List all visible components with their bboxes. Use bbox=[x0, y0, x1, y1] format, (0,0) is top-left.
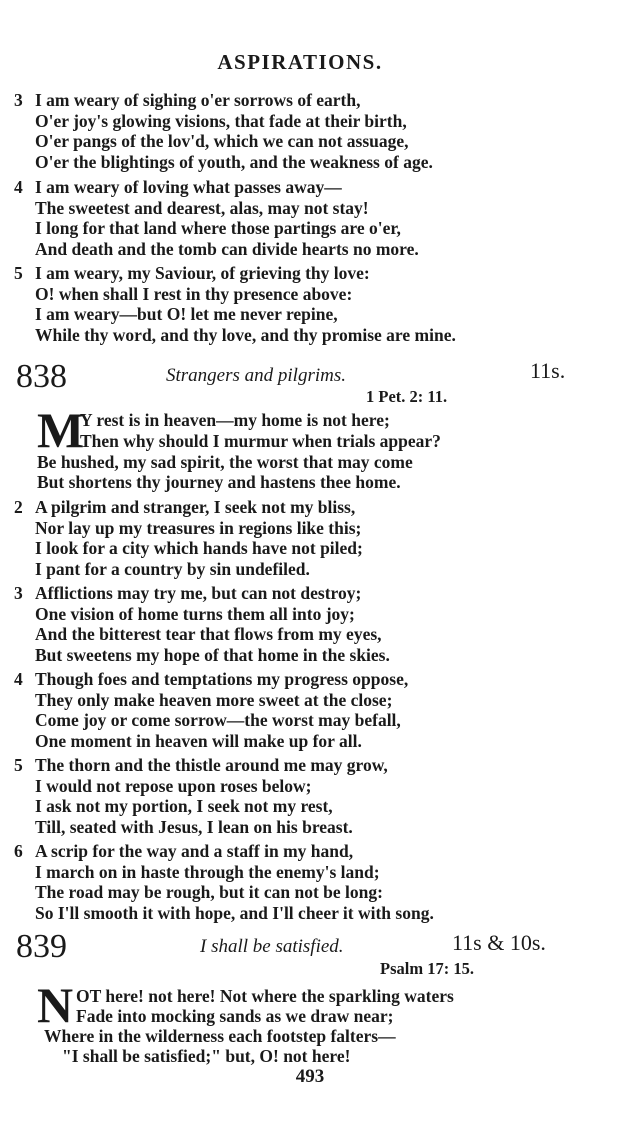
stanza-number: 3 bbox=[14, 583, 23, 603]
stanza-3 bbox=[14, 583, 594, 665]
stanza-2 bbox=[14, 497, 594, 579]
stanza-number: 4 bbox=[14, 669, 23, 689]
stanza-line: They only make heaven more sweet at the close; bbox=[35, 689, 393, 710]
stanza-line: I look for a city which hands have not piled; bbox=[35, 538, 363, 558]
stanza-line: The road may be rough, but it can not be long: bbox=[35, 882, 383, 902]
drop-cap: M bbox=[37, 402, 85, 458]
stanza-line: Come joy or come sorrow—the worst may befall, bbox=[35, 710, 401, 730]
stanza-line: Fade into mocking sands as we draw near; bbox=[76, 1006, 394, 1026]
stanza-number: 6 bbox=[14, 841, 23, 861]
stanza-line: O'er pangs of the lov'd, which we can not assuage, bbox=[35, 131, 409, 151]
stanza-line: O'er joy's glowing visions, that fade at their birth, bbox=[35, 110, 407, 131]
scripture-reference: Psalm 17: 15. bbox=[380, 959, 474, 978]
hymn-meter: 11s & 10s. bbox=[452, 930, 546, 955]
stanza-line: 2 A pilgrim and stranger, I seek not my bliss, bbox=[14, 497, 356, 517]
stanza-line: I would not repose upon roses below; bbox=[35, 775, 312, 796]
stanza-line: So I'll smooth it with hope, and I'll cheer it with song. bbox=[35, 902, 434, 923]
stanza-line: I long for that land where those partings are o'er, bbox=[35, 218, 401, 238]
stanza-line: One vision of home turns them all into joy; bbox=[35, 603, 355, 624]
hymn-number: 838 bbox=[16, 358, 67, 395]
stanza-line: Nor lay up my treasures in regions like this; bbox=[35, 517, 362, 538]
stanza-line: Y rest is in heaven—my home is not here; bbox=[80, 410, 390, 430]
stanza-line: I am weary—but O! let me never repine, bbox=[35, 304, 338, 324]
hymn-number: 839 bbox=[16, 928, 67, 965]
stanza-line: O! when shall I rest in thy presence above: bbox=[35, 283, 353, 304]
stanza-line: Be hushed, my sad spirit, the worst that may come bbox=[37, 452, 413, 472]
stanza-6 bbox=[14, 841, 594, 923]
hymn-title: I shall be satisfied. bbox=[200, 936, 344, 957]
drop-cap: N bbox=[37, 977, 74, 1033]
stanza-line: "I shall be satisfied;" but, O! not here! bbox=[62, 1046, 351, 1066]
stanza-5 bbox=[14, 263, 594, 345]
stanza-line: One moment in heaven will make up for all. bbox=[35, 730, 362, 751]
hymn-meter: 11s. bbox=[530, 358, 566, 383]
stanza-line: But sweetens my hope of that home in the skies. bbox=[35, 644, 390, 665]
page-number: 493 bbox=[295, 1066, 325, 1087]
stanza-line: Where in the wilderness each footstep falters— bbox=[44, 1026, 396, 1046]
stanza-4 bbox=[14, 177, 594, 259]
stanza-line: I march on in haste through the enemy's land; bbox=[35, 861, 380, 882]
stanza-line: And death and the tomb can divide hearts no more. bbox=[35, 238, 419, 259]
stanza-line: Till, seated with Jesus, I lean on his breast. bbox=[35, 816, 353, 837]
scripture-reference: 1 Pet. 2: 11. bbox=[366, 387, 448, 406]
stanza-line: And the bitterest tear that flows from my eyes, bbox=[35, 624, 382, 644]
stanza-line: I pant for a country by sin undefiled. bbox=[35, 558, 310, 579]
stanza-5 bbox=[14, 755, 594, 837]
stanza-number: 5 bbox=[14, 263, 23, 283]
stanza-line: While thy word, and thy love, and thy promise are mine. bbox=[35, 324, 456, 345]
stanza-number: 5 bbox=[14, 755, 23, 775]
stanza-number: 2 bbox=[14, 497, 23, 517]
stanza-4 bbox=[14, 669, 594, 751]
stanza-line: 5 I am weary, my Saviour, of grieving thy love: bbox=[14, 263, 370, 283]
stanza-line: But shortens thy journey and hastens thee home. bbox=[37, 472, 401, 492]
stanza-line: 3 Afflictions may try me, but can not destroy; bbox=[14, 583, 362, 603]
page-header: ASPIRATIONS. bbox=[217, 50, 383, 74]
stanza-3 bbox=[14, 90, 594, 172]
stanza-line: The sweetest and dearest, alas, may not stay! bbox=[35, 197, 369, 218]
stanza-line: OT here! not here! Not where the sparkling waters bbox=[76, 986, 454, 1006]
stanza-number: 3 bbox=[14, 90, 23, 110]
stanza-number: 4 bbox=[14, 177, 23, 197]
stanza-line: 4 I am weary of loving what passes away— bbox=[14, 177, 342, 197]
stanza-line: 6 A scrip for the way and a staff in my hand, bbox=[14, 841, 354, 861]
stanza-line: 4 Though foes and temptations my progress oppose, bbox=[14, 669, 409, 689]
stanza-line: 5 The thorn and the thistle around me may grow, bbox=[14, 755, 388, 775]
stanza-line: I ask not my portion, I seek not my rest, bbox=[35, 796, 333, 816]
stanza-line: Then why should I murmur when trials appear? bbox=[80, 431, 441, 451]
stanza-line: 3 I am weary of sighing o'er sorrows of earth, bbox=[14, 90, 361, 110]
stanza-line: O'er the blightings of youth, and the weakness of age. bbox=[35, 151, 433, 172]
hymn-title: Strangers and pilgrims. bbox=[166, 365, 346, 386]
